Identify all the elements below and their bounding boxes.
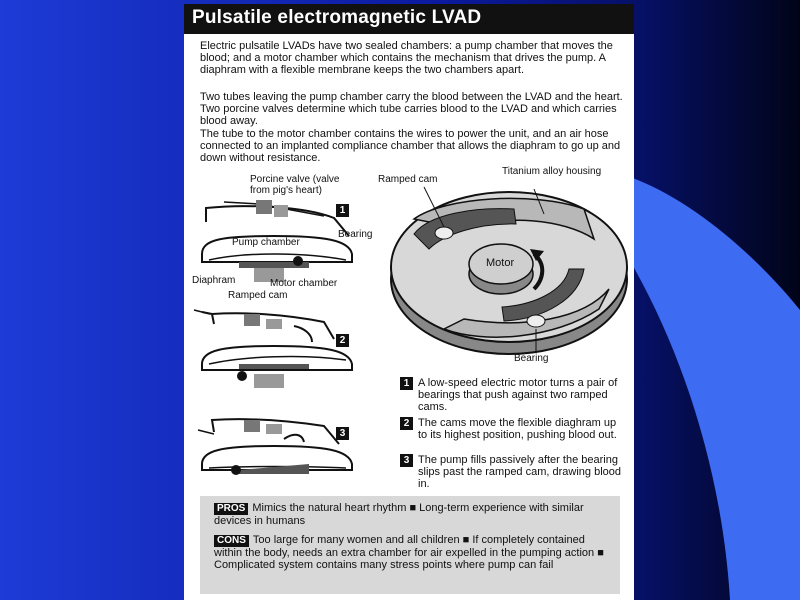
intro-paragraph-2: Two tubes leaving the pump chamber carry the blood between the LVAD and the heart. Two porcine valves determine which tube carries blood to the LVAD and which carries blood away. xyxy=(200,91,623,127)
cons-text: Too large for many women and all children ■ If completely contained within the body, needs an extra chamber for air expelled in the pumping action ■ Complicated system contains many stress points where pump can fail xyxy=(214,534,604,571)
step-text-3: The pump fills passively after the bearing slips past the ramped cam, drawing blood in. xyxy=(418,454,621,490)
step-text-1: A low-speed electric motor turns a pair of bearings that push against two ramped cams. xyxy=(418,377,618,413)
diagram-number-2: 2 xyxy=(336,334,349,347)
step-number-3: 3 xyxy=(400,454,413,467)
title-bar xyxy=(184,4,634,34)
label-motor-chamber: Motor chamber xyxy=(270,278,338,289)
lvad-housing-diagram xyxy=(384,179,634,369)
label-ramped-cam: Ramped cam xyxy=(228,290,288,301)
cross-section-diagrams xyxy=(184,164,384,494)
label-bearing-right: Bearing xyxy=(514,353,549,364)
label-titanium-housing: Titanium alloy housing xyxy=(502,166,602,177)
lvad-infographic xyxy=(184,4,634,600)
pros-cons-box xyxy=(200,496,620,594)
label-diaphram: Diaphram xyxy=(192,275,236,286)
intro-paragraph-3: The tube to the motor chamber contains the wires to power the unit, and an air hose connected to an implanted compliance chamber that allows the diaphram to go up and down without resistance. xyxy=(200,128,621,164)
pump-diagram-3 xyxy=(198,419,352,475)
pump-diagram-2 xyxy=(194,310,352,388)
label-bearing: Bearing xyxy=(338,229,373,240)
diagram-number-3: 3 xyxy=(336,427,349,440)
pros-row xyxy=(214,502,614,527)
label-motor: Motor xyxy=(486,257,515,269)
step-number-1: 1 xyxy=(400,377,413,390)
step-text-2: The cams move the flexible diaghram up to its highest position, pushing blood out. xyxy=(418,417,617,441)
intro-paragraph-1: Electric pulsatile LVADs have two sealed chambers: a pump chamber that moves the blood; and a motor chamber which contains the mechanism that drives the pump. A diaphram with a flexible membrane keeps the two chambers apart. xyxy=(200,40,613,76)
step-number-2: 2 xyxy=(400,417,413,430)
cons-row xyxy=(214,534,614,571)
label-porcine-valve: Porcine valve (valve from pig's heart) xyxy=(250,174,340,196)
page-title: Pulsatile electromagnetic LVAD xyxy=(192,7,482,28)
cons-tag: CONS xyxy=(214,535,249,547)
label-ramped-cam-right: Ramped cam xyxy=(378,174,438,185)
diagram-number-1: 1 xyxy=(336,204,349,217)
pros-text: Mimics the natural heart rhythm ■ Long-term experience with similar devices in humans xyxy=(214,502,584,527)
label-pump-chamber: Pump chamber xyxy=(232,237,300,248)
pros-tag: PROS xyxy=(214,503,248,515)
